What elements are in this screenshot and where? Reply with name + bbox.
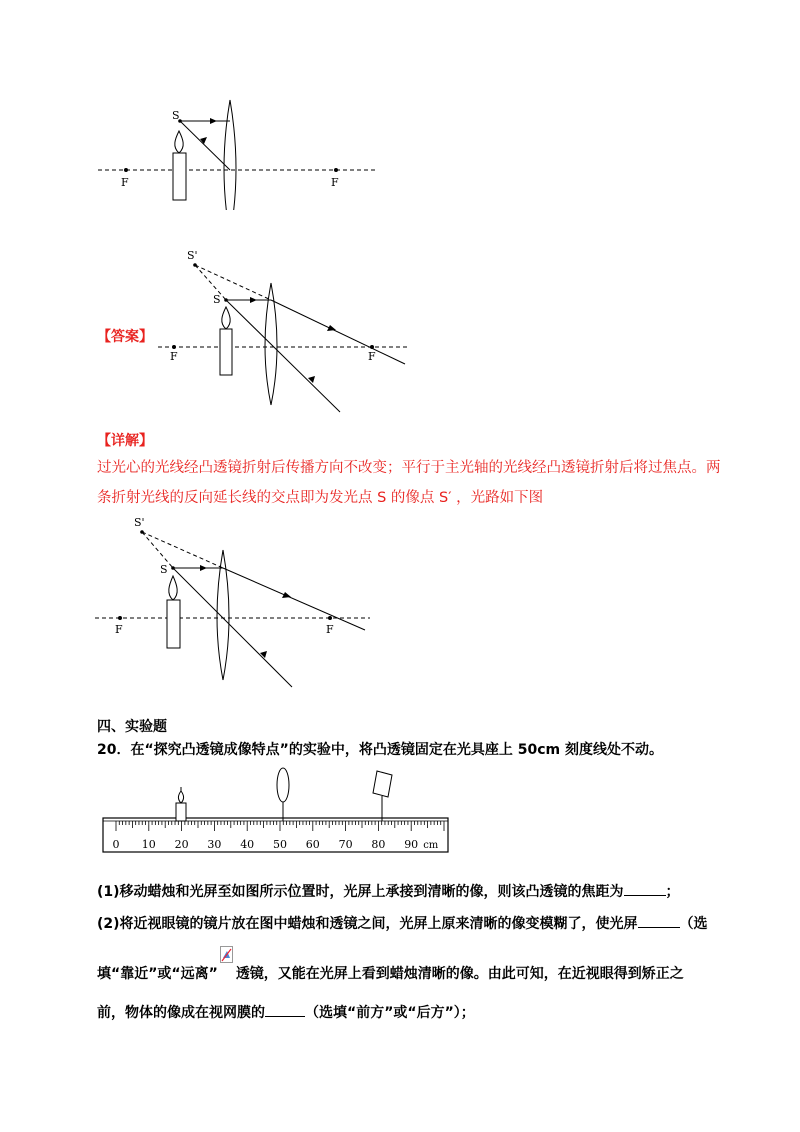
part-2-text-cont: 透镜，又能在光屏上看到蜡烛清晰的像。由此可知，在近视眼得到矫正之 (235, 966, 684, 982)
bench-lens (277, 768, 289, 802)
label-f-right: F (326, 623, 334, 636)
question-20-part-1 (97, 881, 680, 902)
part-1-text: (1)移动蜡烛和光屏至如图所示位置时，光屏上承接到清晰的像，则该凸透镜的焦距为 (97, 884, 624, 900)
candle-flame (175, 131, 183, 153)
question-20-stem: 20．在“探究凸透镜成像特点”的实验中，将凸透镜固定在光具座上 50cm 刻度线处不动。 (97, 742, 663, 758)
detail-paragraph (97, 453, 721, 513)
question-20-part-2-cont (97, 964, 684, 984)
detail-line-2: 条折射光线的反向延长线的交点即为发光点 S 的像点 S′ ，光路如下图 (97, 490, 544, 506)
part-2-retina-options: （选填“前方”或“后方”）； (305, 1005, 475, 1021)
broken-image-icon (220, 946, 234, 964)
bench-candle-flame (178, 791, 183, 803)
ruler-tick-label: 50 (273, 838, 287, 851)
ruler-tick-label: 90 (404, 838, 419, 851)
label-f-right: F (368, 350, 376, 363)
ruler-tick-label: 70 (338, 838, 353, 851)
label-s-prime: S' (134, 516, 145, 529)
bench-candle (176, 803, 186, 821)
section-title: 四、实验题 (97, 719, 167, 735)
center-ray (180, 121, 230, 170)
label-s: S (160, 563, 168, 576)
label-s-prime: S' (187, 249, 198, 262)
candle-flame (169, 576, 177, 600)
answer-blank-3[interactable] (218, 964, 236, 978)
detail-label: 【详解】 (97, 433, 153, 449)
part-2-options: 填“靠近”或“远离” (97, 966, 218, 982)
ruler-tick-label: 20 (174, 838, 189, 851)
figure-answer-diagram (150, 245, 420, 415)
ruler-tick-label: 30 (207, 838, 222, 851)
part-1-end: ； (665, 884, 680, 900)
candle (173, 153, 186, 200)
detail-line-1: 过光心的光线经凸透镜折射后传播方向不改变；平行于主光轴的光线经凸透镜折射后将过焦点。两 (97, 460, 721, 476)
bench-screen (373, 771, 392, 797)
label-f-left: F (170, 350, 178, 363)
part-2-text: (2)将近视眼镜的镜片放在图中蜡烛和透镜之间，光屏上原来清晰的像变模糊了，使光屏 (97, 916, 638, 932)
candle (167, 600, 180, 648)
figure-detail-diagram (90, 510, 380, 695)
ruler-tick-label: 0 (112, 838, 120, 851)
label-f-left: F (115, 623, 123, 636)
ruler-tick-label: 60 (305, 838, 320, 851)
question-20-part-2 (97, 913, 708, 934)
question-20-part-2-end (97, 1002, 475, 1023)
label-s: S (172, 109, 180, 122)
ruler-tick-label: 40 (240, 838, 255, 851)
label-s: S (213, 293, 221, 306)
answer-blank-1[interactable] (624, 881, 666, 896)
candle-flame (222, 307, 230, 329)
answer-blank-4[interactable] (265, 1002, 305, 1017)
candle (220, 329, 232, 375)
ruler-tick-label: 80 (371, 838, 386, 851)
part-2-retina-text: 前，物体的像成在视网膜的 (97, 1005, 265, 1021)
answer-label: 【答案】 (97, 329, 153, 345)
label-f-left: F (121, 176, 129, 189)
part-2-text-end: （选 (679, 916, 708, 932)
ruler-unit-label: cm (423, 840, 439, 851)
ruler-tick-label: 10 (141, 838, 156, 851)
figure-question-diagram (90, 95, 390, 210)
optical-bench-figure (100, 765, 455, 855)
label-f-right: F (331, 176, 339, 189)
convex-lens (230, 100, 236, 210)
answer-blank-2[interactable] (638, 913, 680, 928)
